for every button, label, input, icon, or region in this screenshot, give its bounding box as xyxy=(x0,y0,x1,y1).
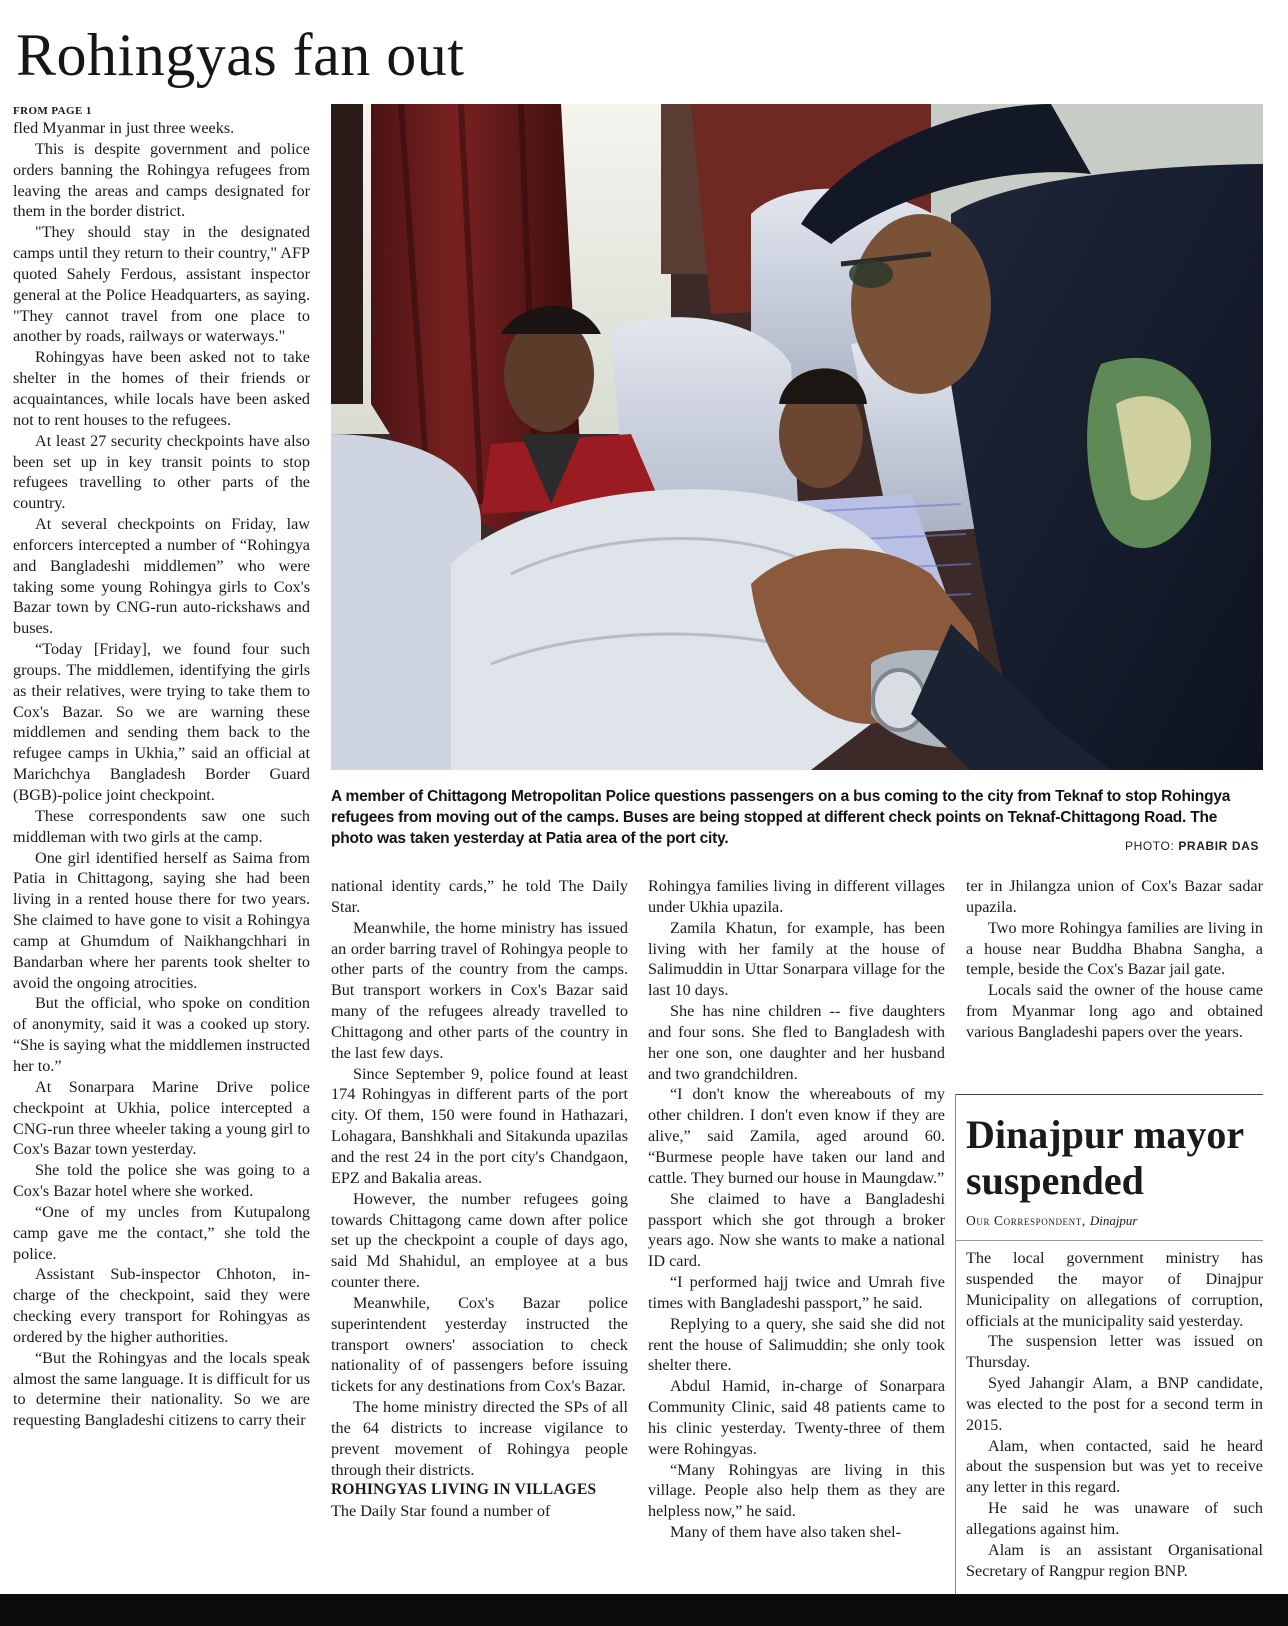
paragraph: However, the number refugees going towards Chittagong came down after police set up the checkpoint a couple of days ago, said Md Shahidul, an employee at a bus counter there. xyxy=(331,1189,628,1292)
sidebar-top-rule xyxy=(955,1094,1263,1095)
paragraph: The suspension letter was issued on Thursday. xyxy=(966,1332,1263,1372)
paragraph: The Daily Star found a number of xyxy=(331,1502,551,1521)
bottom-bar xyxy=(0,1594,1288,1626)
paragraph: Syed Jahangir Alam, a BNP candidate, was elected to the post for a second term in 2015. xyxy=(966,1374,1263,1434)
paragraph: Abdul Hamid, in-charge of Sonarpara Community Clinic, said 48 patients came to his clinic yesterday. Twenty-three of them were Rohingyas. xyxy=(648,1377,945,1458)
photo-credit xyxy=(1125,839,1259,853)
paragraph: Alam is an assistant Organisational Secretary of Rangpur region BNP. xyxy=(966,1540,1263,1580)
column-4 xyxy=(966,876,1263,1043)
paragraph: fled Myanmar in just three weeks. xyxy=(13,119,235,137)
paragraph: “Many Rohingyas are living in this village. People also help them as they are helpless now,” he said. xyxy=(648,1460,945,1521)
paragraph: ter in Jhilangza union of Cox's Bazar sadar upazila. xyxy=(966,877,1263,916)
paragraph: One girl identified herself as Saima from Patia in Chittagong, saying she had been living in a rented house there for two years. She claimed to have gone to visit a Rohingya camp at Ghumdum of Naikhangchhari in Bandarban where her parents took shelter to avoid the ongoing atrocities. xyxy=(13,848,310,992)
paragraph: “One of my uncles from Kutupalong camp gave me the contact,” she told the police. xyxy=(13,1202,310,1263)
photo-illustration xyxy=(331,104,1263,770)
sidebar-headline: Dinajpur mayor suspended xyxy=(966,1112,1244,1203)
sidebar-left-rule xyxy=(955,1094,956,1594)
paragraph: Alam, when contacted, said he heard about the suspension but was yet to receive any letter in this regard. xyxy=(966,1436,1263,1497)
photo-credit-label: PHOTO: xyxy=(1125,839,1175,853)
paragraph: He said he was unaware of such allegations against him. xyxy=(966,1499,1263,1538)
news-photo xyxy=(331,104,1263,770)
photo-credit-name: PRABIR DAS xyxy=(1178,839,1259,853)
paragraph: At Sonarpara Marine Drive police checkpoint at Ukhia, police intercepted a CNG-run three wheeler taking a young girl to Cox's Bazar town yesterday. xyxy=(13,1077,310,1159)
sidebar-body xyxy=(966,1248,1263,1582)
paragraph: “Today [Friday], we found four such groups. The middlemen, identifying the girls as their relatives, were trying to take them to Cox's Bazar. So we are warning these middlemen and sending them back to the refugee camps in Ukhia,” said an official at Marichchya Bangladesh Border Guard (BGB)-police joint checkpoint. xyxy=(13,640,310,804)
paragraph: Replying to a query, she said she did not rent the house of Salimuddin; she only took shelter there. xyxy=(648,1314,945,1375)
sidebar-byline-rule xyxy=(955,1240,1263,1241)
paragraph: “But the Rohingyas and the locals speak almost the same language. It is difficult for us to determine their nationality. So we are requesting Bangladeshi citizens to carry their xyxy=(13,1348,310,1430)
paragraph: She claimed to have a Bangladeshi passport which she got through a broker years ago. Now she wants to make a national ID card. xyxy=(648,1189,945,1271)
paragraph: Many of them have also taken shel- xyxy=(670,1523,902,1542)
paragraph: Zamila Khatun, for example, has been living with her family at the house of Salimuddin in Uttar Sonarpara village for the last 10 days. xyxy=(648,918,945,1000)
subhead: ROHINGYAS LIVING IN VILLAGES xyxy=(331,1481,597,1499)
paragraph: At several checkpoints on Friday, law enforcers intercepted a number of “Rohingya and Bangladeshi middlemen” who were taking some young Rohingya girls to Cox's Bazar town by CNG-run auto-rickshaws and buses. xyxy=(13,515,310,638)
paragraph: "They should stay in the designated camps until they return to their country," AFP quoted Sahely Ferdous, assistant inspector general at the Police Headquarters, as saying. "They cannot travel from one place to another by roads, railways or waterways." xyxy=(13,223,310,346)
headline: Rohingyas fan out xyxy=(16,22,465,88)
paragraph: At least 27 security checkpoints have also been set up in key transit points to stop refugees travelling to other parts of the country. xyxy=(13,431,310,513)
kicker: FROM PAGE 1 xyxy=(13,105,92,117)
page-edge xyxy=(1268,0,1288,1594)
paragraph: Two more Rohingya families are living in a house near Buddha Bhabna Sangha, a temple, beside the Cox's Bazar jail gate. xyxy=(966,918,1263,979)
paragraph: But the official, who spoke on condition of anonymity, said it was a cooked up story. “She is saying what the middlemen instructed her to.” xyxy=(13,994,310,1075)
paragraph: Since September 9, police found at least 174 Rohingyas in different parts of the port city. Of them, 150 were found in Hathazari, Lohagara, Banshkhali and Sitakunda upazilas and the rest 24 in the port city's Chandgaon, EPZ and Bakalia areas. xyxy=(331,1064,628,1187)
photo-caption: A member of Chittagong Metropolitan Police questions passengers on a bus coming to the city from Teknaf to stop Rohingya refugees from moving out of the camps. Buses are being stopped at different check points on Teknaf-Chittagong Road. The photo was taken yesterday at Patia area of the port city. xyxy=(331,788,1231,847)
paragraph: Rohingyas have been asked not to take shelter in the homes of their friends or acquaintances, while locals have been asked not to rent houses to the refugees. xyxy=(13,348,310,429)
byline-location: Dinajpur xyxy=(1089,1213,1138,1228)
paragraph: Meanwhile, the home ministry has issued an order barring travel of Rohingya people to other parts of the country from the camps. But transport workers in Cox's Bazar said many of the refugees already travelled to Chittagong and other parts of the country in the last few days. xyxy=(331,918,628,1062)
paragraph: The home ministry directed the SPs of all the 64 districts to increase vigilance to prevent movement of Rohingya people through their districts. xyxy=(331,1398,628,1479)
paragraph: She has nine children -- five daughters and four sons. She fled to Bangladesh with her one son, one daughter and her husband and two grandchildren. xyxy=(648,1002,945,1083)
paragraph: She told the police she was going to a Cox's Bazar hotel where she worked. xyxy=(13,1161,310,1201)
column-3 xyxy=(648,876,945,1543)
column-2 xyxy=(331,876,628,1522)
paragraph: This is despite government and police orders banning the Rohingya refugees from leaving the areas and camps designated for them in the border district. xyxy=(13,139,310,221)
paragraph: These correspondents saw one such middleman with two girls at the camp. xyxy=(13,806,310,846)
paragraph: “I don't know the whereabouts of my other children. I don't even know if they are alive,” said Zamila, aged around 60. “Burmese people have taken our land and cattle. They burned our house in Maungdaw.” xyxy=(648,1085,945,1187)
paragraph: Meanwhile, Cox's Bazar police superintendent yesterday instructed the transport owners' association to check nationality of of passengers before issuing tickets for any destinations from Cox's Bazar. xyxy=(331,1293,628,1396)
paragraph: national identity cards,” he told The Daily Star. xyxy=(331,877,628,916)
byline-author: Our Correspondent, xyxy=(966,1213,1086,1228)
paragraph: Assistant Sub-inspector Chhoton, in-charge of the checkpoint, said they were checking every transport for Rohingyas as ordered by the higher authorities. xyxy=(13,1265,310,1346)
paragraph: “I performed hajj twice and Umrah five times with Bangladeshi passport,” he said. xyxy=(648,1273,945,1312)
paragraph: Locals said the owner of the house came from Myanmar long ago and obtained various Bangladeshi papers over the years. xyxy=(966,981,1263,1041)
column-1 xyxy=(13,104,310,1431)
sidebar-byline xyxy=(966,1213,1137,1229)
paragraph: Rohingya families living in different villages under Ukhia upazila. xyxy=(648,877,945,916)
paragraph: The local government ministry has suspended the mayor of Dinajpur Municipality on allegations of corruption, officials at the municipality said yesterday. xyxy=(966,1249,1263,1330)
